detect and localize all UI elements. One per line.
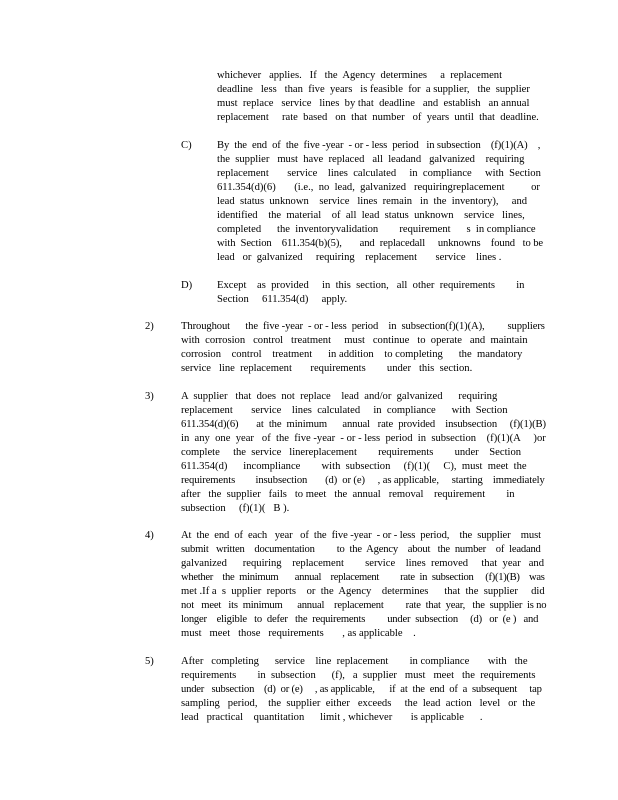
text-line: identified the material of all lead status unknown service lines,	[217, 210, 525, 221]
text-line: corrosion control treatment in addition to completing the mandatory	[181, 349, 523, 360]
item-5-paragraph	[181, 655, 547, 725]
text-line: requirements in subsection (f), a supplier must meet the requirements	[181, 670, 536, 681]
text-line: with corrosion control treatment must continue to operate and maintain	[181, 335, 528, 346]
text-line: replacement service lines calculated in compliance with Section	[181, 405, 508, 416]
text-line: subsection (f)(1)( B ).	[181, 503, 290, 514]
text-line: not meet its minimum annual replacement rate that year, the supplier is no	[181, 600, 547, 611]
text-line: in any one year of the five -year - or - less period in subsection (f)(1)(A )or	[181, 433, 546, 444]
text-line: replacement service lines calculated in compliance with Section	[217, 168, 541, 179]
item-4-paragraph	[181, 529, 547, 641]
text-line: submit written documentation to the Agency about the number of leadand	[181, 544, 541, 555]
text-line: completed the inventoryvalidation requirement s in compliance	[217, 224, 536, 235]
text-line: Except as provided in this section, all other requirements in	[217, 280, 525, 291]
text-line: under subsection (d) or (e) , as applicable, if at the end of a subsequent tap	[181, 684, 542, 695]
item-2-paragraph	[181, 320, 547, 376]
text-line: sampling period, the supplier either exceeds the lead action level or the	[181, 698, 536, 709]
text-line: At the end of each year of the five -year - or - less period, the supplier must	[181, 530, 541, 541]
text-line: After completing service line replacement in compliance with the	[181, 656, 528, 667]
text-line: lead practical quantitation limit , whichever is applicable .	[181, 712, 483, 723]
item-d-paragraph	[217, 279, 547, 307]
text-line: longer eligible to defer the requirements under subsection (d) or (e ) and	[181, 614, 539, 625]
text-line: A supplier that does not replace lead and/or galvanized requiring	[181, 391, 498, 402]
item-c-marker: C)	[181, 140, 192, 151]
text-line: lead or galvanized requiring replacement service lines .	[217, 252, 502, 263]
item-2-marker: 2)	[145, 321, 154, 332]
text-line: the supplier must have replaced all leadand galvanized requiring	[217, 154, 525, 165]
text-line: whether the minimum annual replacement rate in subsection (f)(1)(B) was	[181, 572, 545, 583]
text-line: service line replacement requirements under this section.	[181, 363, 473, 374]
text-line: requirements insubsection (d) or (e) , as applicable, starting immediately	[181, 475, 545, 486]
text-line: deadline less than five years is feasible for a supplier, the supplier	[217, 84, 530, 95]
text-line: must meet those requirements , as applicable .	[181, 628, 416, 639]
text-line: whichever applies. If the Agency determines a replacement	[217, 70, 503, 81]
text-line: lead status unknown service lines remain in the inventory), and	[217, 196, 528, 207]
item-5-marker: 5)	[145, 656, 154, 667]
text-line: galvanized requiring replacement service lines removed that year and	[181, 558, 544, 569]
item-d-marker: D)	[181, 280, 193, 291]
text-line: 611.354(d)(6) (i.e., no lead, galvanized requiringreplacement or	[217, 182, 540, 193]
item-c-paragraph	[217, 139, 547, 265]
text-line: must replace service lines by that deadline and establish an annual	[217, 98, 530, 109]
continuation-paragraph	[217, 69, 547, 125]
item-3-paragraph	[181, 390, 547, 516]
text-line: 611.354(d)(6) at the minimum annual rate provided insubsection (f)(1)(B)	[181, 419, 546, 430]
text-line: met .If a s upplier reports or the Agency determines that the supplier did	[181, 586, 545, 597]
text-line: after the supplier fails to meet the annual removal requirement in	[181, 489, 515, 500]
text-line: Throughout the five -year - or - less period in subsection(f)(1)(A), suppliers	[181, 321, 545, 332]
text-line: By the end of the five -year - or - less period in subsection (f)(1)(A) ,	[217, 140, 541, 151]
text-line: Section 611.354(d) apply.	[217, 294, 348, 305]
text-line: complete the service linereplacement requirements under Section	[181, 447, 522, 458]
text-line: 611.354(d) incompliance with subsection (f)(1)( C), must meet the	[181, 461, 527, 472]
item-4-marker: 4)	[145, 530, 154, 541]
text-line: with Section 611.354(b)(5), and replacedall unknowns found to be	[217, 238, 544, 249]
text-line: replacement rate based on that number of years until that deadline.	[217, 112, 539, 123]
item-3-marker: 3)	[145, 391, 154, 402]
